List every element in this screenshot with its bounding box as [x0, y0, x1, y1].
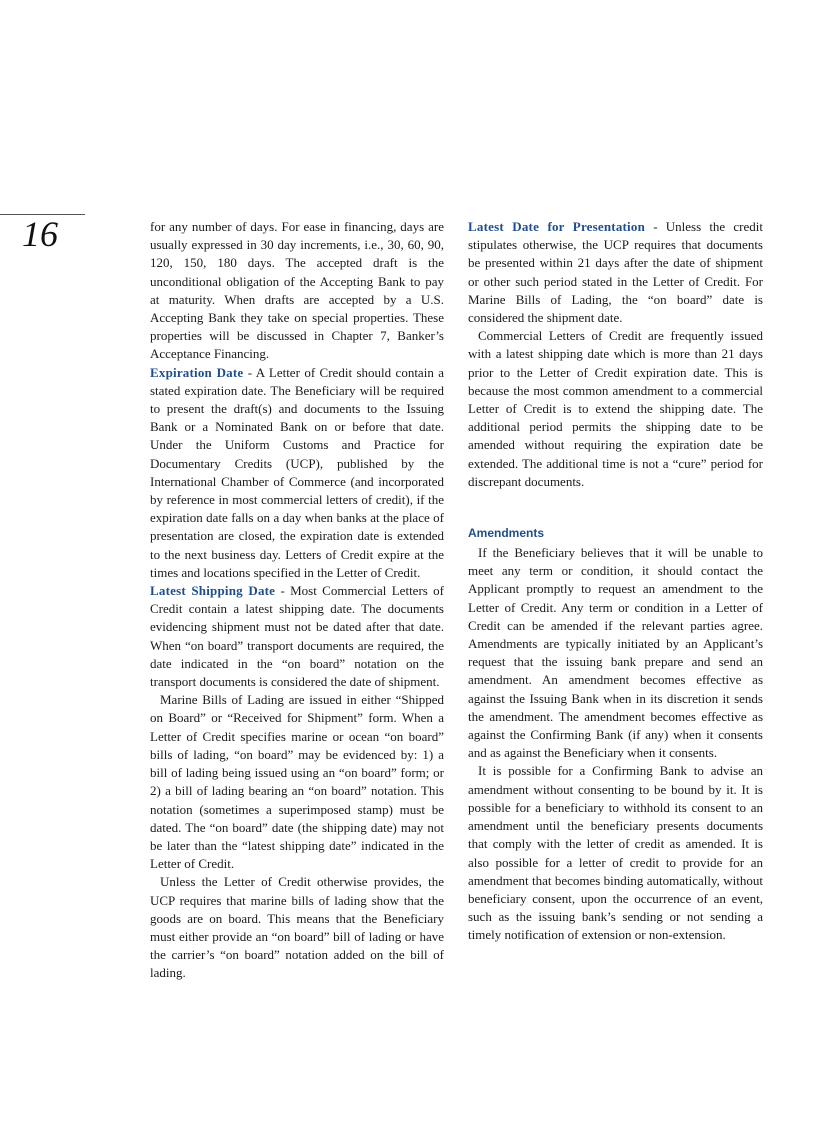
latest-shipping-date-text: - Most Commercial Letters of Credit contain a latest shipping date. The documents evidencing shipment must not be dated after that date. When “on board” transport documents are required, the date indicated in the “on board” notation on the transport documents is considered the date of shipment.: [150, 583, 444, 690]
paragraph-latest-shipping-date: [150, 582, 444, 691]
right-column: [468, 218, 763, 945]
paragraph-latest-date-presentation: [468, 218, 763, 327]
paragraph-draft-continued: for any number of days. For ease in financing, days are usually expressed in 30 day increments, i.e., 30, 60, 90, 120, 150, 180 days. The accepted draft is the unconditional obligation of the Accepting Bank to pay at maturity. When drafts are accepted by a U.S. Accepting Bank they take on special properties. These properties will be discussed in Chapter 7, Banker’s Acceptance Financing.: [150, 219, 444, 362]
paragraph-amendments-1: If the Beneficiary believes that it will be unable to meet any term or condition, it should contact the Applicant promptly to request an amendment to the Letter of Credit. Any term or condition in a Letter of Credit can be amended if the relevant parties agree. Amendments are typically initiated by an Applicant’s request that the issuing bank prepare and send an amendment. An amendment becomes effective as against the Issuing Bank when in its discretion it sends the amendment. The amendment becomes effective as against the Confirming Bank (if any) when it consents and as against the Beneficiary when it consents.: [468, 545, 763, 761]
term-latest-shipping-date: Latest Shipping Date: [150, 583, 276, 599]
expiration-date-text: - A Letter of Credit should contain a stated expiration date. The Beneficiary will be required to present the draft(s) and documents to the Issuing Bank or a Nominated Bank on or before that date. Under the Uniform Customs and Practice for Documentary Credits (UCP), published by the International Chamber of Commerce (and incorporated by reference in most commercial letters of credit), if the expiration date falls on a day when banks at the place of presentation are closed, the expiration date is extended to the next business day. Letters of Credit expire at the times and locations specified in the Letter of Credit.: [150, 364, 444, 580]
term-expiration-date: Expiration Date: [150, 364, 244, 380]
paragraph-ucp-on-board: Unless the Letter of Credit otherwise provides, the UCP requires that marine bills of lading show that the goods are on board. This means that the Beneficiary must either provide an “on board” bill of lading or have the carrier’s “on board” notation added on the bill of lading.: [150, 874, 444, 981]
paragraph-commercial-letters: Commercial Letters of Credit are frequently issued with a latest shipping date which is more than 21 days prior to the Letter of Credit expiration date. This is because the most common amendment to a commercial Letter of Credit is to extend the shipping date. The additional period permits the shipping date to be amended without requiring the expiration date be extended. The additional time is not a “cure” period for discrepant documents.: [468, 328, 763, 489]
latest-date-presentation-text: - Unless the credit stipulates otherwise, the UCP requires that documents be presented within 21 days after the date of shipment or other such period stated in the Letter of Credit. For Marine Bills of Lading, the “on board” date is considered the shipment date.: [468, 219, 763, 326]
left-column: [150, 218, 444, 983]
amendments-heading: Amendments: [468, 526, 545, 541]
paragraph-amendments-2: It is possible for a Confirming Bank to advise an amendment without consenting to be bound by it. It is possible for a beneficiary to withhold its consent to an amendment until the beneficiary presents documents that comply with the letter of credit as amended. It is also possible for a letter of credit to provide for an amendment that becomes binding automatically, without beneficiary consent, upon the occurrence of an event, such as the issuing bank’s sending or not sending a timely notification of extension or non-extension.: [468, 763, 763, 943]
paragraph-marine-bills: Marine Bills of Lading are issued in either “Shipped on Board” or “Received for Shipment” form. When a Letter of Credit specifies marine or ocean “on board” bills of lading, “on board” may be evidenced by: 1) a bill of lading being issued using an “on board” form; or 2) a bill of lading bearing an “on board” notation. This notation (sometimes a superimposed stamp) must be dated. The “on board” date (the shipping date) may not be later than the “latest shipping date” indicated in the Letter of Credit.: [150, 692, 444, 872]
paragraph-expiration-date: [150, 364, 444, 582]
page-number: 16: [22, 214, 58, 254]
term-latest-date-presentation: Latest Date for Presentation: [468, 219, 646, 234]
